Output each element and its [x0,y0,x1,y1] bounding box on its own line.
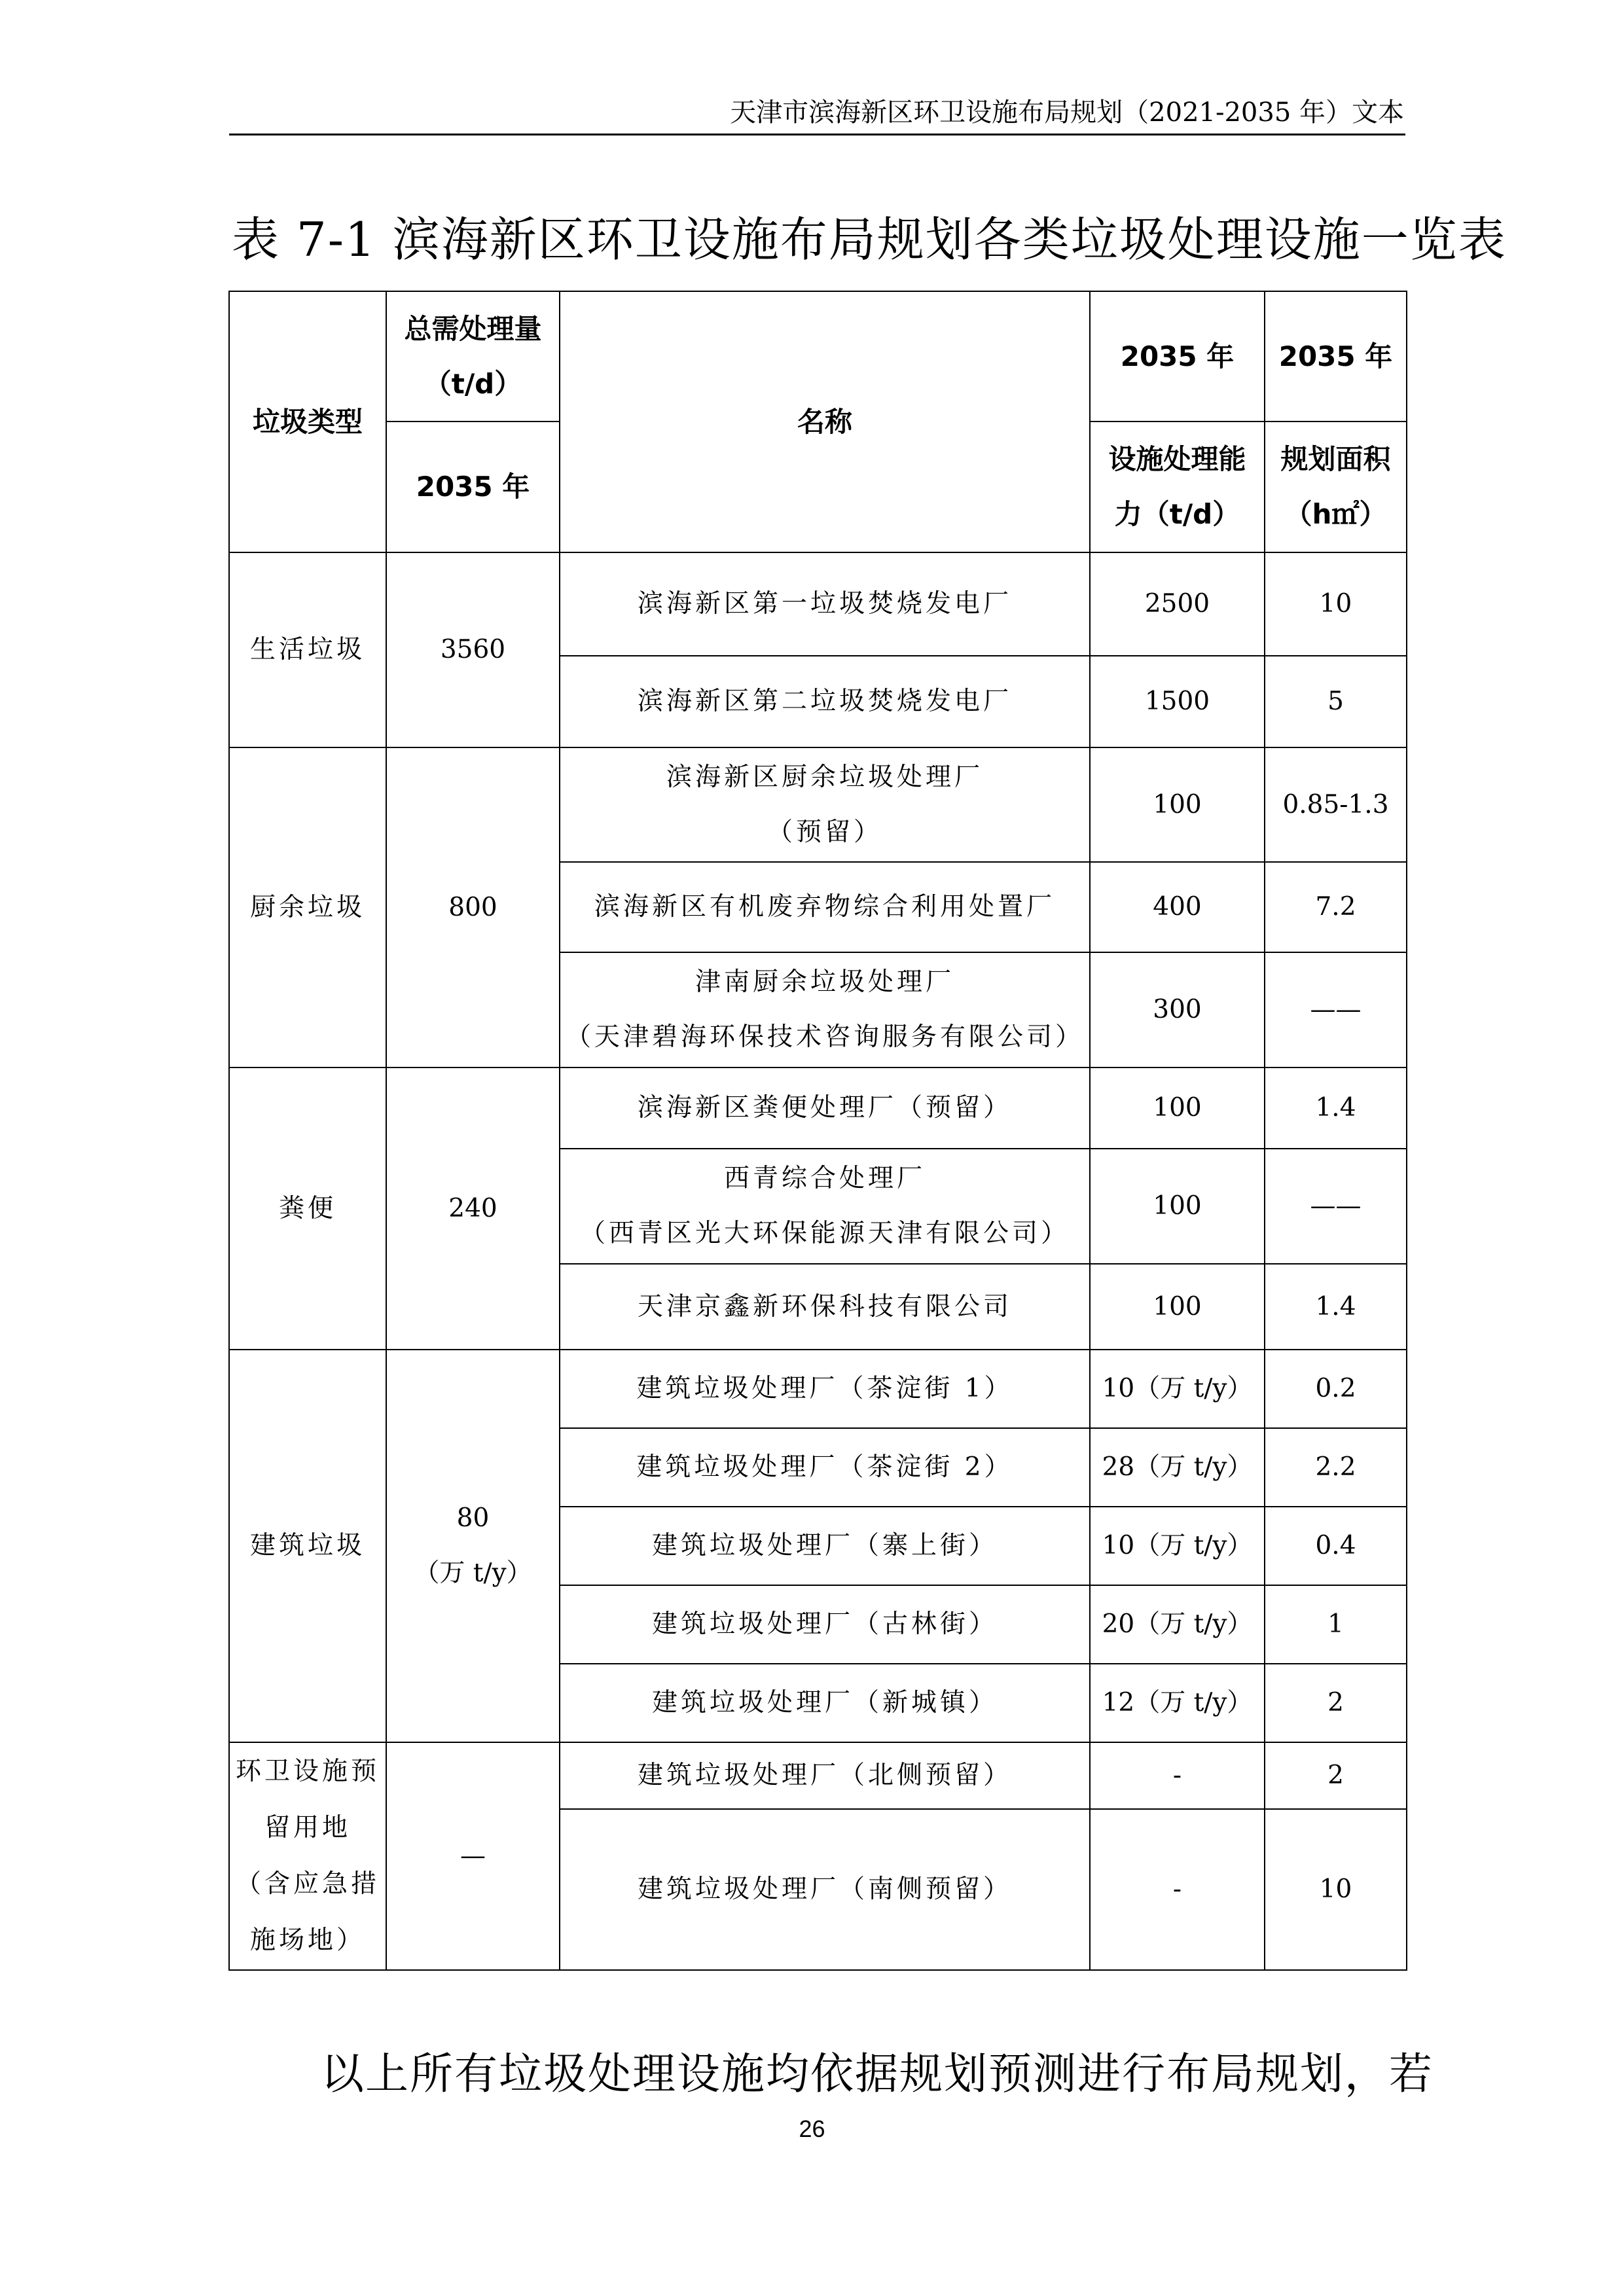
header-total-year: 2035 年 [386,422,560,552]
facility-name-cell: 滨海新区有机废弃物综合利用处置厂 [560,862,1090,952]
area-cell: 1.4 [1265,1067,1407,1149]
table-row [229,1067,1407,1149]
garbage-type-cell: 厨余垃圾 [229,747,386,1067]
capacity-cell: 2500 [1090,552,1265,656]
capacity-cell: 100 [1090,1067,1265,1149]
area-cell: 2 [1265,1742,1407,1809]
facility-name-cell: 建筑垃圾处理厂（北侧预留） [560,1742,1090,1809]
header-area-year: 2035 年 [1265,291,1407,422]
capacity-cell: 100 [1090,747,1265,862]
facility-name-cell: 建筑垃圾处理厂（茶淀街 1） [560,1350,1090,1428]
capacity-cell: 28（万 t/y） [1090,1428,1265,1507]
area-cell: 10 [1265,1809,1407,1970]
facility-name-cell: 建筑垃圾处理厂（寨上街） [560,1507,1090,1585]
header-divider [229,134,1405,135]
capacity-cell: - [1090,1742,1265,1809]
area-cell: 1 [1265,1585,1407,1664]
capacity-cell: 10（万 t/y） [1090,1507,1265,1585]
capacity-cell: 1500 [1090,656,1265,747]
area-cell: 0.2 [1265,1350,1407,1428]
capacity-cell: 10（万 t/y） [1090,1350,1265,1428]
total-demand-cell: — [386,1742,560,1970]
garbage-type-cell: 环卫设施预 留用地 （含应急措 施场地） [229,1742,386,1970]
header-name: 名称 [560,291,1090,552]
capacity-cell: 100 [1090,1149,1265,1264]
header-capacity: 设施处理能 力（t/d） [1090,422,1265,552]
capacity-cell: 20（万 t/y） [1090,1585,1265,1664]
header-capacity-year: 2035 年 [1090,291,1265,422]
running-header: 天津市滨海新区环卫设施布局规划（2021-2035 年）文本 [730,98,1404,128]
header-total-demand: 总需处理量 （t/d） [386,291,560,422]
facility-name-cell: 滨海新区厨余垃圾处理厂 （预留） [560,747,1090,862]
area-cell: 0.85-1.3 [1265,747,1407,862]
facility-name-cell: 建筑垃圾处理厂（南侧预留） [560,1809,1090,1970]
area-cell: —— [1265,1149,1407,1264]
area-cell: 10 [1265,552,1407,656]
table-title: 表 7-1 滨海新区环卫设施布局规划各类垃圾处理设施一览表 [232,212,1507,267]
area-cell: 2.2 [1265,1428,1407,1507]
table-row [229,747,1407,862]
page-number: 26 [799,2115,825,2142]
facility-name-cell: 建筑垃圾处理厂（新城镇） [560,1664,1090,1742]
area-cell: 5 [1265,656,1407,747]
facility-table [228,291,1407,1971]
table-row [229,552,1407,656]
total-demand-cell: 3560 [386,552,560,747]
total-demand-cell: 800 [386,747,560,1067]
facility-name-cell: 建筑垃圾处理厂（古林街） [560,1585,1090,1664]
capacity-cell: 300 [1090,952,1265,1067]
area-cell: 2 [1265,1664,1407,1742]
table-row [229,1742,1407,1809]
facility-name-cell: 滨海新区第二垃圾焚烧发电厂 [560,656,1090,747]
body-paragraph: 以上所有垃圾处理设施均依据规划预测进行布局规划，若 [321,2049,1434,2099]
header-garbage-type: 垃圾类型 [229,291,386,552]
facility-name-cell: 建筑垃圾处理厂（茶淀街 2） [560,1428,1090,1507]
table-row [229,1350,1407,1428]
header-area: 规划面积 （h㎡） [1265,422,1407,552]
total-demand-cell: 80 （万 t/y） [386,1350,560,1742]
area-cell: —— [1265,952,1407,1067]
capacity-cell: 400 [1090,862,1265,952]
area-cell: 7.2 [1265,862,1407,952]
area-cell: 0.4 [1265,1507,1407,1585]
garbage-type-cell: 粪便 [229,1067,386,1350]
capacity-cell: 12（万 t/y） [1090,1664,1265,1742]
facility-name-cell: 西青综合处理厂 （西青区光大环保能源天津有限公司） [560,1149,1090,1264]
garbage-type-cell: 建筑垃圾 [229,1350,386,1742]
area-cell: 1.4 [1265,1264,1407,1350]
capacity-cell: 100 [1090,1264,1265,1350]
capacity-cell: - [1090,1809,1265,1970]
facility-name-cell: 天津京鑫新环保科技有限公司 [560,1264,1090,1350]
facility-name-cell: 滨海新区粪便处理厂（预留） [560,1067,1090,1149]
facility-name-cell: 滨海新区第一垃圾焚烧发电厂 [560,552,1090,656]
facility-name-cell: 津南厨余垃圾处理厂 （天津碧海环保技术咨询服务有限公司） [560,952,1090,1067]
garbage-type-cell: 生活垃圾 [229,552,386,747]
total-demand-cell: 240 [386,1067,560,1350]
